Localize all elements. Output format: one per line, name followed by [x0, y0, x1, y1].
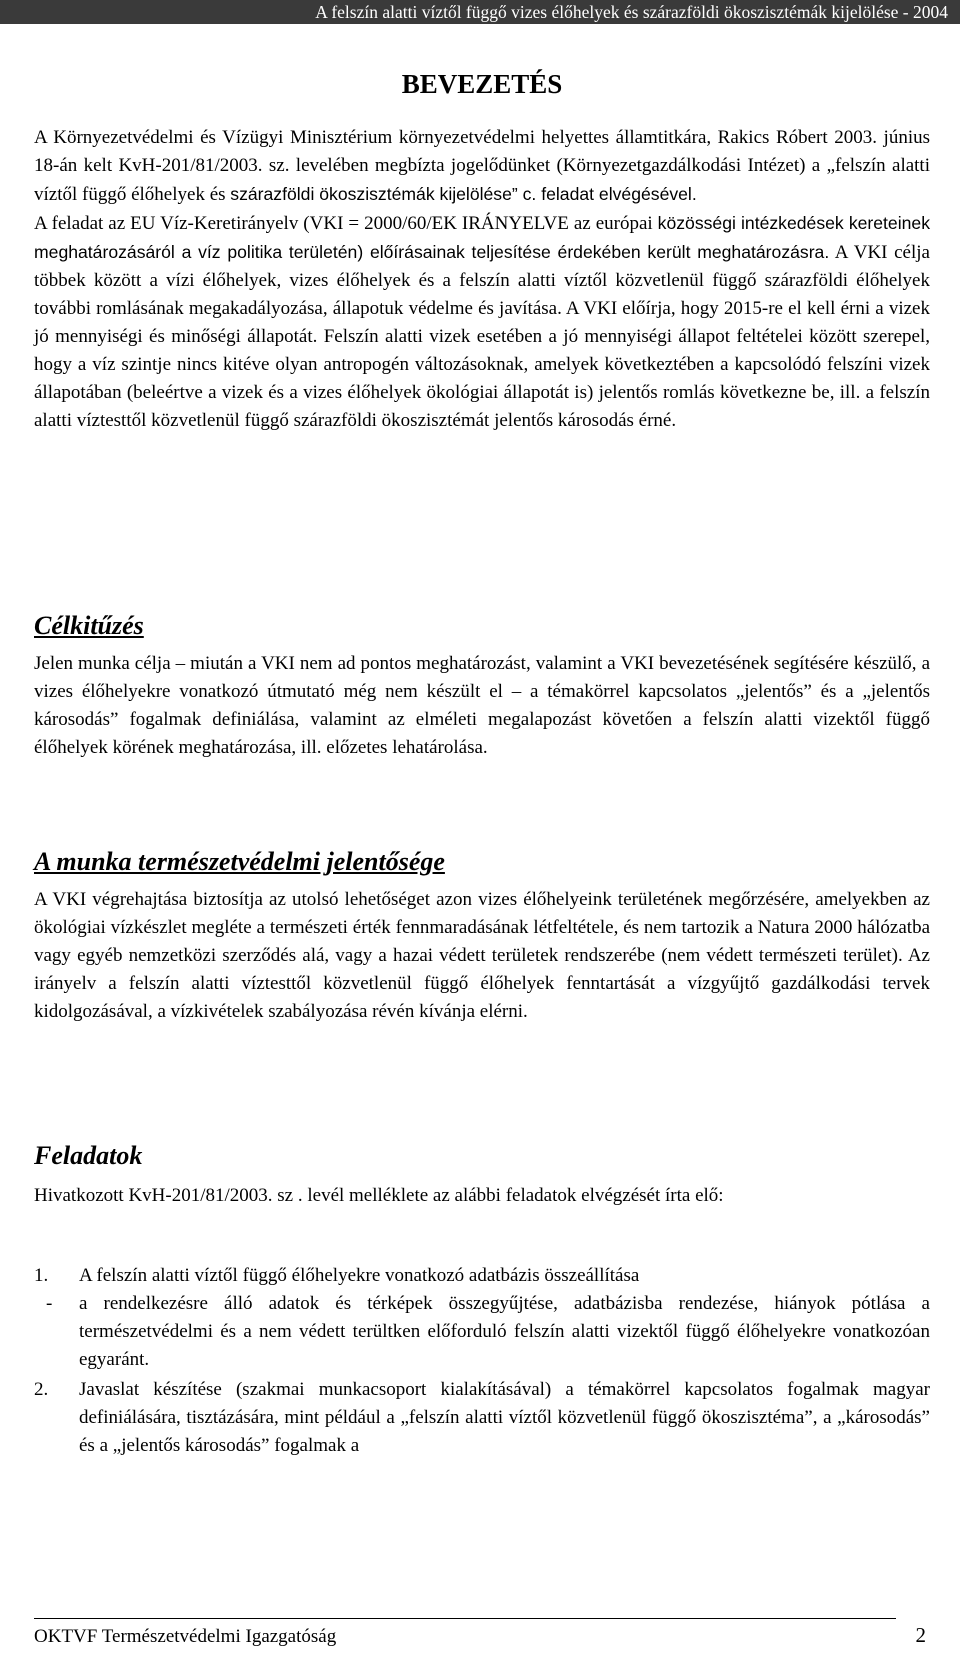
intro-text-1b: szárazföldi ökoszisztémák kijelölése” c. feladat elvégésével.: [230, 184, 697, 204]
task-number: 1.: [34, 1265, 49, 1286]
jelentoseg-paragraph: A VKI végrehajtása biztosítja az utolsó lehetőséget azon vizes élőhelyeink területének megőrzésére, amelyekben az ökológiai vízkészlet megléte a természeti érték fennmaradásának létfeltétele, és nem tartozik a Natura 2000 hálózatba vagy egyéb nemzetközi szerződés alá, vagy a hazai védett területek rendszerébe (nem védett természeti terület). Az irányelv a felszín alatti víztesttől közvetlenül függő élőhelyek fenntartását a vízgyűjtő gazdálkodási tervek kidolgozásával, a vízkivételek szabályozása révén kívánja elérni.: [34, 889, 930, 1022]
intro-paragraph: [34, 124, 930, 435]
sub-bullet-marker: -: [46, 1293, 53, 1314]
page-title: BEVEZETÉS: [401, 69, 563, 99]
section-heading-jelentoseg: A munka természetvédelmi jelentősége: [34, 847, 445, 876]
footer-organization: OKTVF Természetvédelmi Igazgatóság: [34, 1626, 337, 1647]
intro-text-2c: A VKI célja többek között a vízi élőhelyek, vizes élőhelyek és a felszín alatti víztől közvetlenül függő szárazföldi élőhelyek további romlásának megakadályozása, állapotuk védelme és javítása. A VKI előírja, hogy 2015-re el kell érni a vizek jó mennyiségi és minőségi állapotát. Felszín alatti vizek esetében a jó mennyiségi állapot feltételei között szerepel, hogy a víz szintje nincs kitéve olyan antropogén változásoknak, amelyek következtében a kapcsolódó felszíni vizek állapotában (beleértve a vizek és a vizes élőhelyek ökológiai állapotát is) jelentős romlás következne be, ill. a felszín alatti víztesttől közvetlenül függő szárazföldi ökoszisztémát jelentős károsodás érné.: [34, 242, 930, 431]
task-text: Javaslat készítése (szakmai munkacsoport kialakításával) a témakörrel kapcsolatos fogalmak magyar definiálására, tisztázására, mint például a „felszín alatti víztől közvetlenül függő ökoszisztéma”, a „károsodás” és a „jelentős károsodás” fogalmak a: [79, 1379, 930, 1456]
celkituzes-paragraph: Jelen munka célja – miután a VKI nem ad pontos meghatározást, valamint a VKI bevezetésének segítésére készülő, a vizes élőhelyekre vonatkozó útmutató még nem készült el – a témakörrel kapcsolatos „jelentős” és a „jelentős károsodás” fogalmak definiálása, valamint az elméleti megalapozást követően a felszín alatti vizektől függő élőhelyek körének meghatározása, ill. előzetes lehatárolása.: [34, 653, 930, 758]
page-number: 2: [915, 1623, 926, 1647]
footer-divider: [34, 1618, 896, 1619]
section-heading-feladatok: Feladatok: [34, 1141, 143, 1170]
section-heading-celkituzes: Célkitűzés: [34, 611, 144, 640]
intro-text-2b: közösségi intézkedések kereteinek meghatározásáról a víz politika területén) előírásainak teljesítése érdekében került meghatározásra.: [34, 213, 930, 262]
running-header: A felszín alatti víztől függő vizes élőhelyek és szárazföldi ökoszisztémák kijelölése - 2004: [0, 0, 960, 24]
intro-text-2a: A feladat az EU Víz-Keretirányelv (VKI = 2000/60/EK IRÁNYELVE az európai: [34, 213, 658, 234]
task-text: A felszín alatti víztől függő élőhelyekre vonatkozó adatbázis összeállítása: [79, 1265, 640, 1286]
feladatok-intro: Hivatkozott KvH-201/81/2003. sz . levél melléklete az alábbi feladatok elvégzését írta elő:: [34, 1185, 724, 1206]
task-subitem-text: a rendelkezésre álló adatok és térképek összegyűjtése, adatbázisba rendezése, hiányok pótlása a természetvédelmi és a nem védett terültken előforduló felszín alatti vizektől függő élőhelyekre vonatkozóan egyaránt.: [79, 1293, 930, 1370]
intro-text-1a: A Környezetvédelmi és Vízügyi Minisztérium környezetvédelmi helyettes államtitkára, Rakics Róbert 2003. június 18-án kelt KvH-201/81/2003. sz. levelében megbízta jogelődünket (Környezetgazdálkodási Intézet) a „felszín alatti víztől függő élőhelyek és: [34, 127, 930, 205]
task-number: 2.: [34, 1379, 49, 1400]
